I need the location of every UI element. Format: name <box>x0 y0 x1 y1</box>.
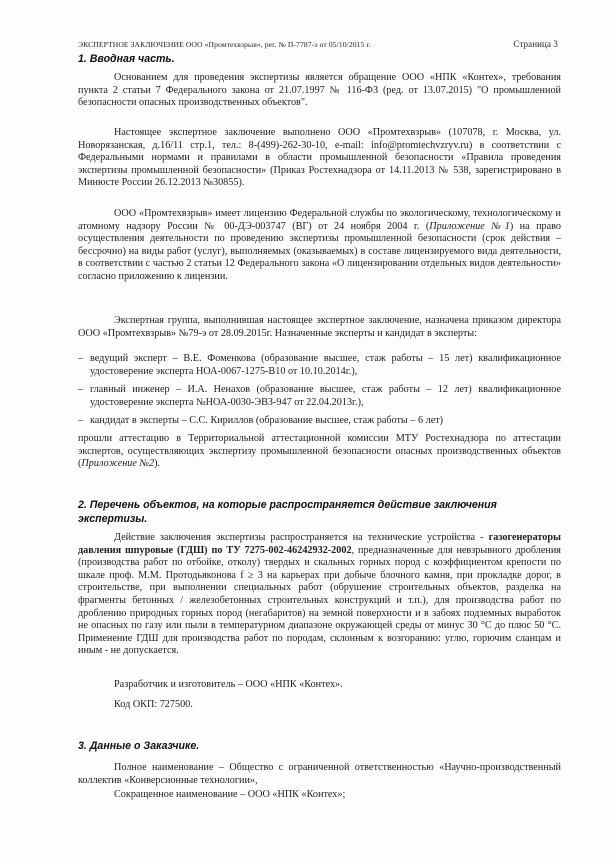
s1-p5-text-b: ). <box>154 458 161 470</box>
s1-p3-text-b: ) на право осуществления деятельности по проведению экспертизы промышленной безопасности (срок действия – бессрочно) на виды работ (услуг), выполняемых (оказываемых) в составе лицензируемого вида деятельности, в соответствии с частью 2 статьи 12 Федерального закона «О лицензировании отдельных видов деятельности» согласно приложению к лицензии. <box>78 220 561 282</box>
s3-paragraph-1: Полное наименование – Общество с ограниченной ответственностью «Научно-производственный коллектив «Конверсионные технологии», <box>78 762 561 786</box>
expert-1-text: ведущий эксперт – В.Е. Фоменкова (образование высшее, стаж работы – 15 лет) квалификационное удостоверение эксперта НОА-0067-1275-В10 от 10.10.2014г.), <box>90 353 561 377</box>
s1-paragraph-3 <box>78 208 561 284</box>
s1-paragraph-2: Настоящее экспертное заключение выполнено ООО «Промтехвзрыв» (107078, г. Москва, ул. Новорязанская, д.16/11 стр.1, тел.: 8-(499)-262-30-10, e-mail: info@promtechvzryv.ru) в соответствии с Федеральными нормами и правилами в области промышленной безопасности «Правила проведения экспертизы промышленной безопасности» (Приказ Ростехнадзора от 14.11.2013 № 538, зарегистрировано в Минюсте России 26.12.2013 №30855). <box>78 127 561 189</box>
list-bullet: – <box>78 415 84 426</box>
device-name: газогенераторы давления шпуровые (ГДШ) по ТУ 7275-002-46242932-2002 <box>78 532 561 556</box>
expert-2-text: главный инженер – И.А. Ненахов (образование высшее, стаж работы – 12 лет) квалификационное удостоверение эксперта №НОА-0030-ЭВЗ-947 от 22.04.2013г.), <box>90 384 561 408</box>
list-bullet: – <box>78 353 84 364</box>
expert-item-2 <box>78 384 561 409</box>
list-bullet: – <box>78 384 84 395</box>
section-2-title: 2. Перечень объектов, на которые распространяется действие заключения экспертизы. <box>78 499 497 525</box>
header-text: ЭКСПЕРТНОЕ ЗАКЛЮЧЕНИЕ ООО «Промтехвзрыв», рег. № П-7787-э от 05/10/2015 г. <box>78 40 371 49</box>
s2-p1-text-a: Действие заключения экспертизы распространяется на технические устройства - <box>114 532 489 543</box>
section-1-title: 1. Вводная часть. <box>78 53 175 65</box>
appendix-1-ref: Приложение №1 <box>429 220 510 232</box>
s1-paragraph-4: Экспертная группа, выполнившая настоящее экспертное заключение, назначена приказом директора ООО «Промтехвзрыв» №79-э от 28.09.2015г. Назначенные эксперты и кандидат в эксперты: <box>78 315 561 339</box>
s2-p1-text-b: , предназначенные для невзрывного дробления (производства работ по отбойке, отколу) твердых и скальных горных пород с коэффициентом крепости по шкале проф. М.М. Протодьяконова f ≥ 3 на карьерах при добыче блочного камня, при прокладке дорог, в строительстве, при выполнении специальных работ (обрушение строительных объектов, разделка на фрагменты бетонных / железобетонных строительных конструкций и т.п.), для производства работ по дроблению природных горных пород (негабаритов) на земной поверхности и в забоях подземных выработок не опасных по газу или пыли в температурном диапазоне окружающей среды от минус 30 °С до плюс 50 °С. Применение ГДШ для производства работ по породам, склонным к возгоранию: углю, горючим сланцам и иным - не допускается. <box>78 544 561 657</box>
section-3-title: 3. Данные о Заказчике. <box>78 740 200 752</box>
s1-paragraph-1: Основанием для проведения экспертизы является обращение ООО «НПК «Контех», требования пункта 2 статьи 7 Федерального закона от 21.07.1997 № 116-ФЗ (ред. от 13.07.2015) "О промышленной безопасности опасных производственных объектов". <box>78 72 561 109</box>
appendix-2-ref: Приложение №2 <box>81 458 155 470</box>
s1-p3-text-a: ООО «Промтехвзрыв» имеет лицензию Федеральной службы по экологическому, технологическому и атомному надзору России № 00-ДЭ-003747 (ВГ) от 24 ноября 2004 г. ( <box>78 208 561 232</box>
expert-item-3 <box>78 415 561 428</box>
s3-paragraph-2: Сокращенное наименование – ООО «НПК «Контех»; <box>114 789 346 800</box>
expert-3-text: кандидат в эксперты – С.С. Кириллов (образование высшее, стаж работы – 6 лет) <box>90 415 444 426</box>
page-number: Страница 3 <box>513 39 558 49</box>
s2-paragraph-1 <box>78 532 561 658</box>
developer-line: Разработчик и изготовитель – ООО «НПК «Контех». <box>114 679 343 690</box>
page-header <box>78 40 558 49</box>
s1-p5-text-a: прошли аттестацию в Территориальной аттестационной комиссии МТУ Ростехнадзора по аттестации экспертов, осуществляющих экспертизу промышленной безопасности опасных производственных объектов ( <box>78 433 561 470</box>
expert-item-1 <box>78 353 561 378</box>
s1-paragraph-5 <box>78 433 561 471</box>
okp-code-line: Код ОКП: 727500. <box>114 699 193 710</box>
